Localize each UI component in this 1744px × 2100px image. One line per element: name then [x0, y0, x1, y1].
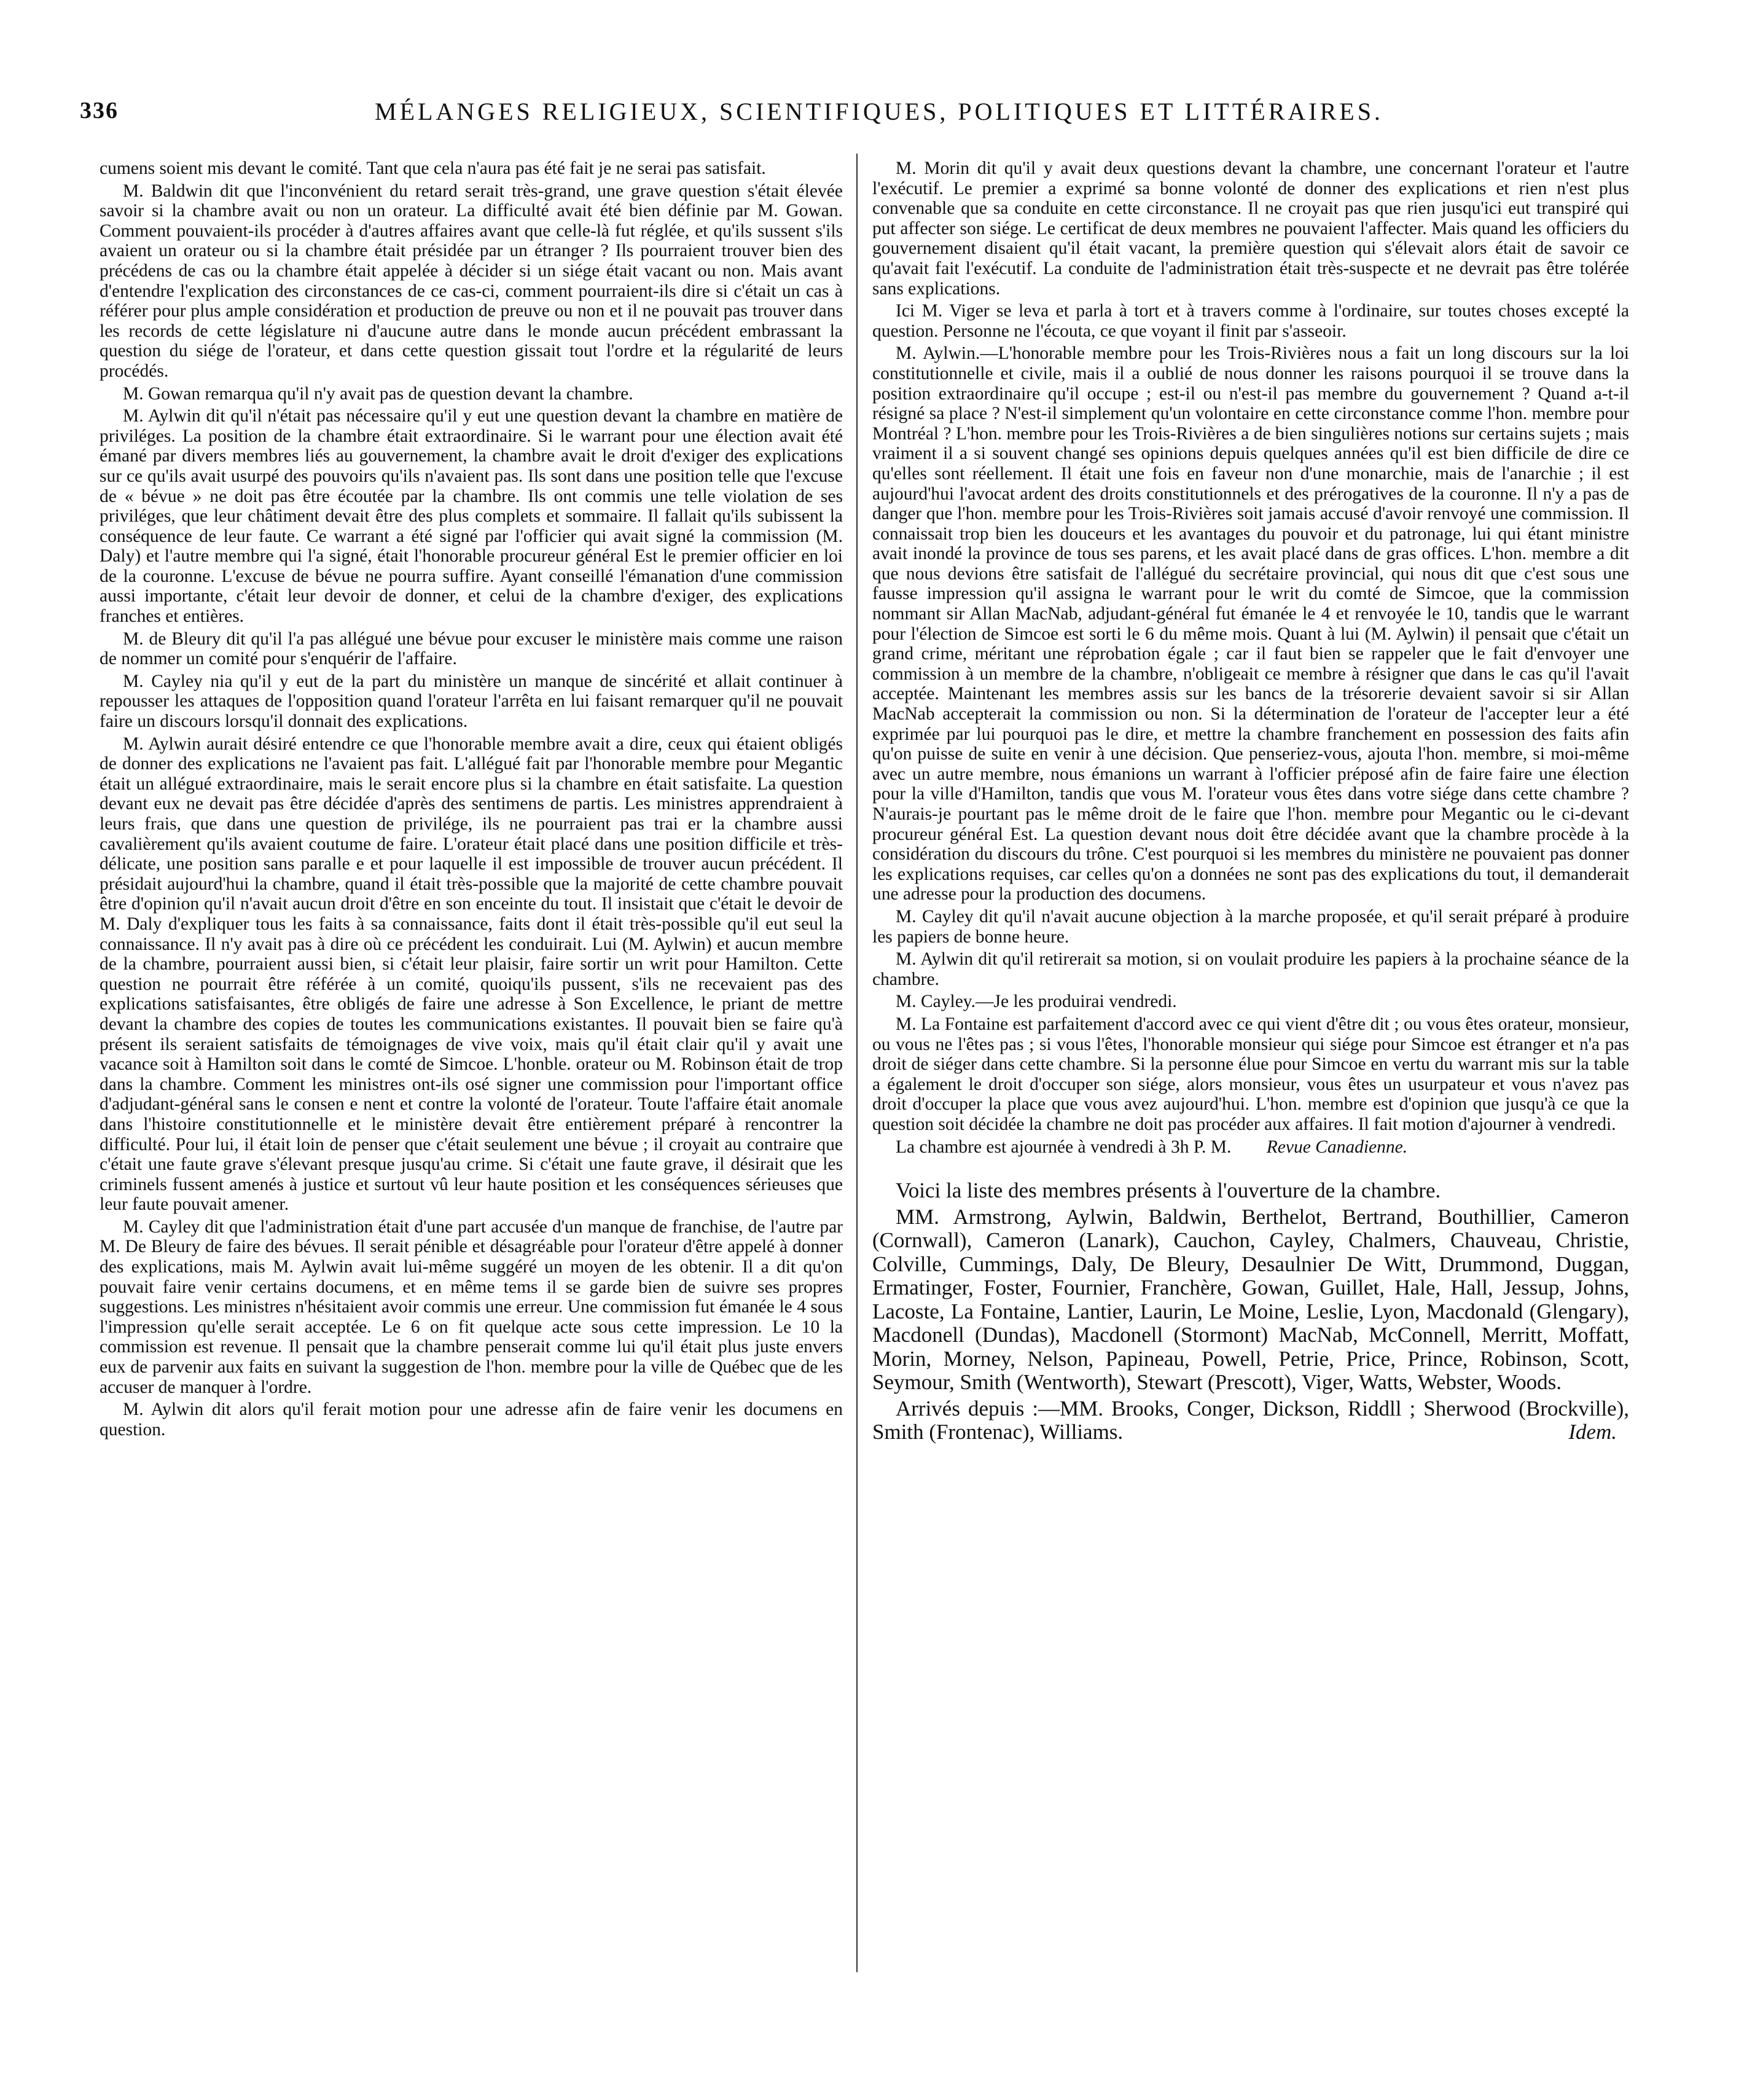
- paragraph: M. Aylwin aurait désiré entendre ce que l'honorable membre avait a dire, ceux qui étaient obligés de donner des explications ne l'avaient pas fait. L'allégué fait par l'honorable membre pour Megantic était un allégué extraordinaire, mais le serait encore plus si la chambre en était satisfaite. La question devant eux ne devait pas être décidée d'après des sentimens de partis. Les ministres apprendraient à leurs frais, que dans une question de privilége, ils ne pourraient pas trai er la chambre aussi cavalièrement qu'ils avaient coutume de faire. L'orateur était placé dans une position difficile et très-délicate, une position sans paralle e et pour laquelle il est impossible de trouver aucun précédent. Il présidait aujourd'hui la chambre, quand il était très-possible que la majorité de cette chambre pouvait être d'opinion qu'il n'avait aucun droit d'être en son enceinte du tout. Il insistait que c'était le devoir de M. Daly d'expliquer tous les faits à sa connaissance, faits dont il était très-possible qu'il eut seul la connaissance. Il n'y avait pas à dire où ce précédent les conduirait. Lui (M. Aylwin) et aucun membre de la chambre, pourraient aussi bien, si c'était leur plaisir, faire sortir un writ pour Hamilton. Cette question ne pourrait être référée à un comité, quoiqu'ils pussent, s'ils ne recevaient pas des explications satisfaisantes, être obligés de faire une adresse à Son Excellence, le priant de mettre devant la chambre des copies de toutes les communications existantes. Il pouvait bien se faire qu'à présent ils seraient satisfaits de témoignages de vive voix, mais qu'il était clair qu'il y avait une vacance soit à Hamilton soit dans le comté de Simcoe. L'honble. orateur ou M. Robinson était de trop dans la chambre. Comment les ministres ont-ils osé signer une commission pour l'important office d'adjudant-général sans le consen e nent et contre la volonté de l'orateur. Toute l'affaire était anomale dans l'histoire constitutionnelle et le ministère devait être entièrement préparé à rencontrer la difficulté. Pour lui, il était loin de penser que c'était seulement une bévue ; il croyait au contraire que c'était une faute grave s'élevant presque jusqu'au crime. Si c'était une faute grave, il désirait que les criminels fussent amenés à justice et surtout vû leur haute position et les conséquences sérieuses que leur faute pouvait amener.: [100, 734, 843, 1215]
- column-divider: [856, 154, 858, 1972]
- paragraph: M. Aylwin.—L'honorable membre pour les Trois-Rivières nous a fait un long discours sur la loi constitutionnelle et civile, mais il a oublié de nous donner les raisons pourquoi il se trouve dans la position extraordinaire qu'il occupe ; est-il ou n'est-il pas membre du gouvernement ? Quand a-t-il résigné sa place ? N'est-il simplement qu'un volontaire en cette circonstance comme l'hon. membre pour Montréal ? L'hon. membre pour les Trois-Rivières a de bien singulières notions sur certains sujets ; mais vraiment il a si souvent changé ses opinions depuis quelques années qu'il est bien difficile de dire ce qu'elles sont réellement. Il était une fois en faveur non d'une monarchie, mais de l'anarchie ; il est aujourd'hui l'avocat ardent des droits constitutionnels et des prérogatives de la couronne. Il n'y a pas de danger que l'hon. membre pour les Trois-Rivières soit jamais accusé d'avoir renvoyé une commission. Il connaissait trop bien les douceurs et les avantages du pouvoir et du patronage, lui qui étant ministre avait inondé la province de tous ses parens, et les avait placé dans de gras offices. L'hon. membre a dit que nous devions être satisfait de l'allégué du secrétaire provincial, qui nous dit que c'est sous une fausse impression qu'il assigna le warrant pour le writ du comté de Simcoe, que la commission nommant sir Allan MacNab, adjudant-général fut émanée le 4 et renvoyée le 10, tandis que le warrant pour l'élection de Simcoe est sorti le 6 du même mois. Quant à lui (M. Aylwin) il pensait que c'était un grand crime, méritant une réprobation égale ; car il faut bien se rappeler que le fait d'envoyer une commission à un membre de la chambre, n'obligeait ce membre à résigner que dans le cas qu'il l'avait acceptée. Maintenant les membres assis sur les bancs de la trésorerie devaient savoir si sir Allan MacNab accepterait la commission ou non. Si la détermination de l'orateur de l'accepter leur a été exprimée par lui pourquoi pas le dire, et mettre la chambre franchement en possession des faits afin qu'on puisse de suite en venir à une décision. Que penseriez-vous, ajouta l'hon. membre, si moi-même avec un autre membre, nous émanions un warrant à l'officier préposé afin de faire faire une élection pour la ville d'Hamilton, tandis que vous M. l'orateur vous êtes dans votre siége dans cette chambre ? N'aurais-je pourtant pas le même droit de le faire que l'hon. membre pour Megantic ou le ci-devant procureur général Est. La question devant nous doit être décidée avant que la chambre procède à la considération du discours du trône. C'est pourquoi si les membres du ministère ne pouvaient pas donner les explications requises, car celles qu'on a données ne sont pas des explications du tout, il demanderait une adresse pour la production des documens.: [872, 343, 1629, 904]
- paragraph: M. Cayley dit que l'administration était d'une part accusée d'un manque de franchise, de l'autre par M. De Bleury de faire des bévues. Il serait pénible et désagréable pour l'orateur d'être appelé à donner des explications, mais M. Aylwin avait lui-même suggéré un moyen de les obtenir. Il a dit qu'on pouvait faire venir certains documens, et en même tems il se garde bien de suivre ses propres suggestions. Les ministres n'hésitaient avoir commis une erreur. Une commission fut émanée le 4 sous l'impression qu'elle serait acceptée. Le 6 on fit quelque acte sous cette impression. Le 10 la commission est revenue. Il pensait que la chambre penserait comme lui qu'il était plus juste envers eux de parvenir aux faits en suivant la suggestion de l'hon. membre pour la ville de Québec que de les accuser de manquer à l'ordre.: [100, 1217, 843, 1397]
- paragraph: M. Cayley dit qu'il n'avait aucune objection à la marche proposée, et qu'il serait préparé à produire les papiers de bonne heure.: [872, 906, 1629, 947]
- adjournment-line: [872, 1137, 1629, 1158]
- arrivals-text: Arrivés depuis :—MM. Brooks, Conger, Dickson, Riddll ; Sherwood (Brockville), Smith (Frontenac), Williams.: [872, 1396, 1629, 1444]
- paragraph: M. Aylwin dit qu'il retirerait sa motion, si on voulait produire les papiers à la prochaine séance de la chambre.: [872, 949, 1629, 989]
- paragraph: M. Morin dit qu'il y avait deux questions devant la chambre, une concernant l'orateur et l'autre l'exécutif. Le premier a exprimé sa bonne volonté de donner des explications et rien n'est plus convenable que sa conduite en cette circonstance. Il ne croyait pas que rien jusqu'ici eut transpiré qui put affecter son siége. Le certificat de deux membres ne pouvaient l'affecter. Mais quand les officiers du gouvernement disaient qu'il était vacant, la première question qui s'élevait alors était de savoir ce qu'avait fait l'exécutif. La conduite de l'administration était très-suspecte et ne devrait pas être tolérée sans explications.: [872, 159, 1629, 299]
- paragraph: M. La Fontaine est parfaitement d'accord avec ce qui vient d'être dit ; ou vous êtes orateur, monsieur, ou vous ne l'êtes pas ; si vous l'êtes, l'honorable monsieur qui siége pour Simcoe est étranger et n'a pas droit de siéger dans cette chambre. Si la personne élue pour Simcoe en vertu du warrant mis sur la table a également le droit d'occuper son siége, alors monsieur, vous êtes un usurpateur et vous n'avez pas droit d'occuper la place que vous avez aujourd'hui. L'hon. membre est d'opinion que jusqu'à ce que la question soit décidée la chambre ne doit pas procéder aux affaires. Il fait motion d'ajourner à vendredi.: [872, 1014, 1629, 1134]
- members-list: [872, 1179, 1629, 1444]
- members-names: MM. Armstrong, Aylwin, Baldwin, Berthelot, Bertrand, Bouthillier, Cameron (Cornwall), Cameron (Lanark), Cauchon, Cayley, Chalmers, Chauveau, Christie, Colville, Cummings, Daly, De Bleury, Desaulnier De Witt, Drummond, Duggan, Ermatinger, Foster, Fournier, Franchère, Gowan, Guillet, Hale, Hall, Jessup, Johns, Lacoste, La Fontaine, Lantier, Laurin, Le Moine, Leslie, Lyon, Macdonald (Glengary), Macdonell (Dundas), Macdonell (Stormont) MacNab, McConnell, Merritt, Moffatt, Morin, Morney, Nelson, Papineau, Powell, Petrie, Price, Prince, Robinson, Scott, Seymour, Smith (Wentworth), Stewart (Prescott), Viger, Watts, Webster, Woods.: [872, 1204, 1629, 1395]
- paragraph: M. de Bleury dit qu'il l'a pas allégué une bévue pour excuser le ministère mais comme une raison de nommer un comité pour s'enquérir de l'affaire.: [100, 629, 843, 669]
- paragraph: Ici M. Viger se leva et parla à tort et à travers comme à l'ordinaire, sur toutes choses excepté la question. Personne ne l'écouta, ce que voyant il finit par s'asseoir.: [872, 301, 1629, 341]
- running-title: MÉLANGES RELIGIEUX, SCIENTIFIQUES, POLITIQUES ET LITTÉRAIRES.: [375, 98, 1383, 125]
- members-source: Idem.: [1568, 1420, 1617, 1444]
- paragraph: M. Gowan remarqua qu'il n'y avait pas de question devant la chambre.: [123, 383, 633, 404]
- page-number: 336: [80, 98, 119, 123]
- paragraph: M. Baldwin dit que l'inconvénient du retard serait très-grand, une grave question s'était élevée savoir si la chambre avait ou non un orateur. La difficulté avait été bien définie par M. Gowan. Comment pouvaient-ils procéder à d'autres affaires avant que celle-là fut réglée, et qu'ils sussent s'ils avaient un orateur ou si la chambre était présidée par un étranger ? Ils pourraient trouver bien des précédens de cas ou la chambre était appelée à décider si un siége était vacant ou non. Mais avant d'entendre l'explication des circonstances de ce cas-ci, comment pourraient-ils dire si c'était un cas à référer pour plus ample considération et production de preuve ou non et il ne pouvait pas trouver dans les records de cette législature ni d'aucune autre dans le monde aucun précédent embrassant la question du siége de l'orateur, et dans cette question gissait tout l'ordre et la régularité de leurs procédés.: [100, 181, 843, 381]
- paragraph: M. Aylwin dit qu'il n'était pas nécessaire qu'il y eut une question devant la chambre en matière de priviléges. La position de la chambre était extraordinaire. Si le warrant pour une élection avait été émané par divers membres liés au gouvernement, la chambre avait le droit d'exiger des explications sur ce qu'ils avait usurpé des pouvoirs qu'ils n'avaient pas. Ils sont dans une position telle que l'excuse de « bévue » ne doit pas être écoutée par la chambre. Ils ont commis une telle violation de ses priviléges, que leur châtiment devait être des plus complets et sommaire. Il fallait qu'ils subissent la conséquence de leur faute. Ce warrant a été signé par l'officier qui avait signé la commission (M. Daly) et l'autre membre qui l'a signé, était l'honorable procureur général Est le premier officier en loi de la couronne. L'excuse de bévue ne pourra suffire. Ayant conseillé l'émanation d'une commission aussi importante, c'était leur devoir de donner, et celui de la chambre d'exiger, des explications franches et entières.: [100, 406, 843, 627]
- paragraph: cumens soient mis devant le comité. Tant que cela n'aura pas été fait je ne serai pas satisfait.: [100, 159, 766, 178]
- right-column: [872, 159, 1629, 1447]
- left-column: [100, 159, 843, 1442]
- paragraph: M. Cayley nia qu'il y eut de la part du ministère un manque de sincérité et allait continuer à repousser les attaques de l'opposition quand l'orateur l'arrêta en lui faisant remarquer qu'il ne pouvait faire un discours lorsqu'il donnait des explications.: [100, 671, 843, 732]
- paragraph: M. Aylwin dit alors qu'il ferait motion pour une adresse afin de faire venir les documens en question.: [100, 1400, 843, 1440]
- adjournment-text: La chambre est ajournée à vendredi à 3h P. M.: [896, 1137, 1232, 1157]
- paragraph: M. Cayley.—Je les produirai vendredi.: [896, 992, 1177, 1012]
- members-intro: Voici la liste des membres présents à l'ouverture de la chambre.: [896, 1178, 1441, 1203]
- adjournment-source: Revue Canadienne.: [1266, 1137, 1408, 1157]
- page-header: [80, 97, 1652, 140]
- members-arrivals: [872, 1397, 1629, 1444]
